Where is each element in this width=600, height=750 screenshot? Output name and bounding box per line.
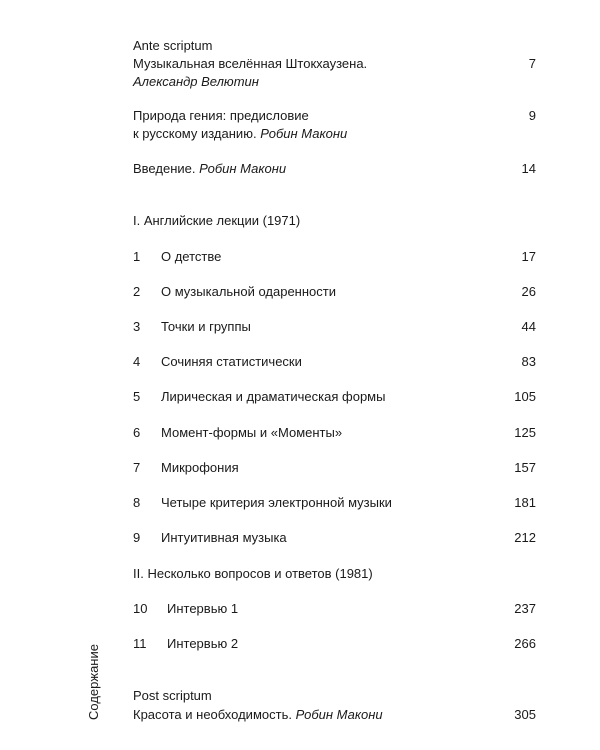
entry-author: Робин Макони — [199, 161, 287, 176]
chapter-title: Интервью 2 — [167, 636, 239, 651]
page-number: 105 — [514, 389, 536, 404]
page-number: 266 — [514, 636, 536, 651]
chapter-title: Момент-формы и «Моменты» — [161, 425, 343, 440]
page-number: 26 — [521, 284, 536, 299]
chapter-title: Интуитивная музыка — [161, 530, 287, 545]
page-number: 125 — [514, 425, 536, 440]
chapter-title: Точки и группы — [161, 319, 251, 334]
entry-title-plain: к русскому изданию. — [133, 126, 257, 141]
chapter-title: Сочиняя статистически — [161, 354, 302, 369]
entry-title-plain: Введение. — [133, 161, 196, 176]
chapter-number: 4 — [133, 354, 141, 369]
entry-author: Робин Макони — [295, 707, 383, 722]
chapter-number: 2 — [133, 284, 141, 299]
entry-title-plain: Красота и необходимость. — [133, 707, 292, 722]
chapter-number: 5 — [133, 389, 141, 404]
chapter-number: 8 — [133, 495, 141, 510]
chapter-title: О детстве — [161, 249, 222, 264]
chapter-number: 3 — [133, 319, 141, 334]
page-number: 305 — [514, 707, 536, 722]
chapter-number: 1 — [133, 249, 141, 264]
entry-heading: Post scriptum — [133, 688, 212, 703]
page-number: 7 — [528, 56, 536, 71]
chapter-number: 11 — [133, 636, 147, 651]
entry-title-cont — [133, 126, 347, 142]
chapter-number: 7 — [133, 460, 141, 475]
entry-author: Александр Велютин — [133, 74, 259, 89]
chapter-title: Лирическая и драматическая формы — [161, 389, 386, 404]
chapter-number: 6 — [133, 425, 141, 440]
page-number: 17 — [521, 249, 536, 264]
page-number: 157 — [514, 460, 536, 475]
entry-heading: Ante scriptum — [133, 38, 213, 53]
running-head-vertical: Содержание — [86, 644, 101, 720]
page-number: 212 — [514, 530, 536, 545]
page-number: 44 — [521, 319, 536, 334]
page-number: 9 — [528, 108, 536, 123]
page-number: 83 — [521, 354, 536, 369]
chapter-number: 10 — [133, 601, 148, 616]
entry-title — [133, 161, 286, 177]
page-number: 14 — [521, 161, 536, 176]
chapter-title: Четыре критерия электронной музыки — [161, 495, 392, 510]
page-number: 237 — [514, 601, 536, 616]
entry-author: Робин Макони — [260, 126, 348, 141]
part-heading: II. Несколько вопросов и ответов (1981) — [133, 566, 373, 581]
chapter-title: Интервью 1 — [167, 601, 239, 616]
entry-title — [133, 707, 383, 723]
part-heading: I. Английские лекции (1971) — [133, 213, 301, 228]
chapter-title: Микрофония — [161, 460, 239, 475]
entry-title: Природа гения: предисловие — [133, 108, 309, 123]
page-number: 181 — [514, 495, 536, 510]
chapter-number: 9 — [133, 530, 141, 545]
entry-title: Музыкальная вселённая Штокхаузена. — [133, 56, 368, 71]
chapter-title: О музыкальной одаренности — [161, 284, 336, 299]
